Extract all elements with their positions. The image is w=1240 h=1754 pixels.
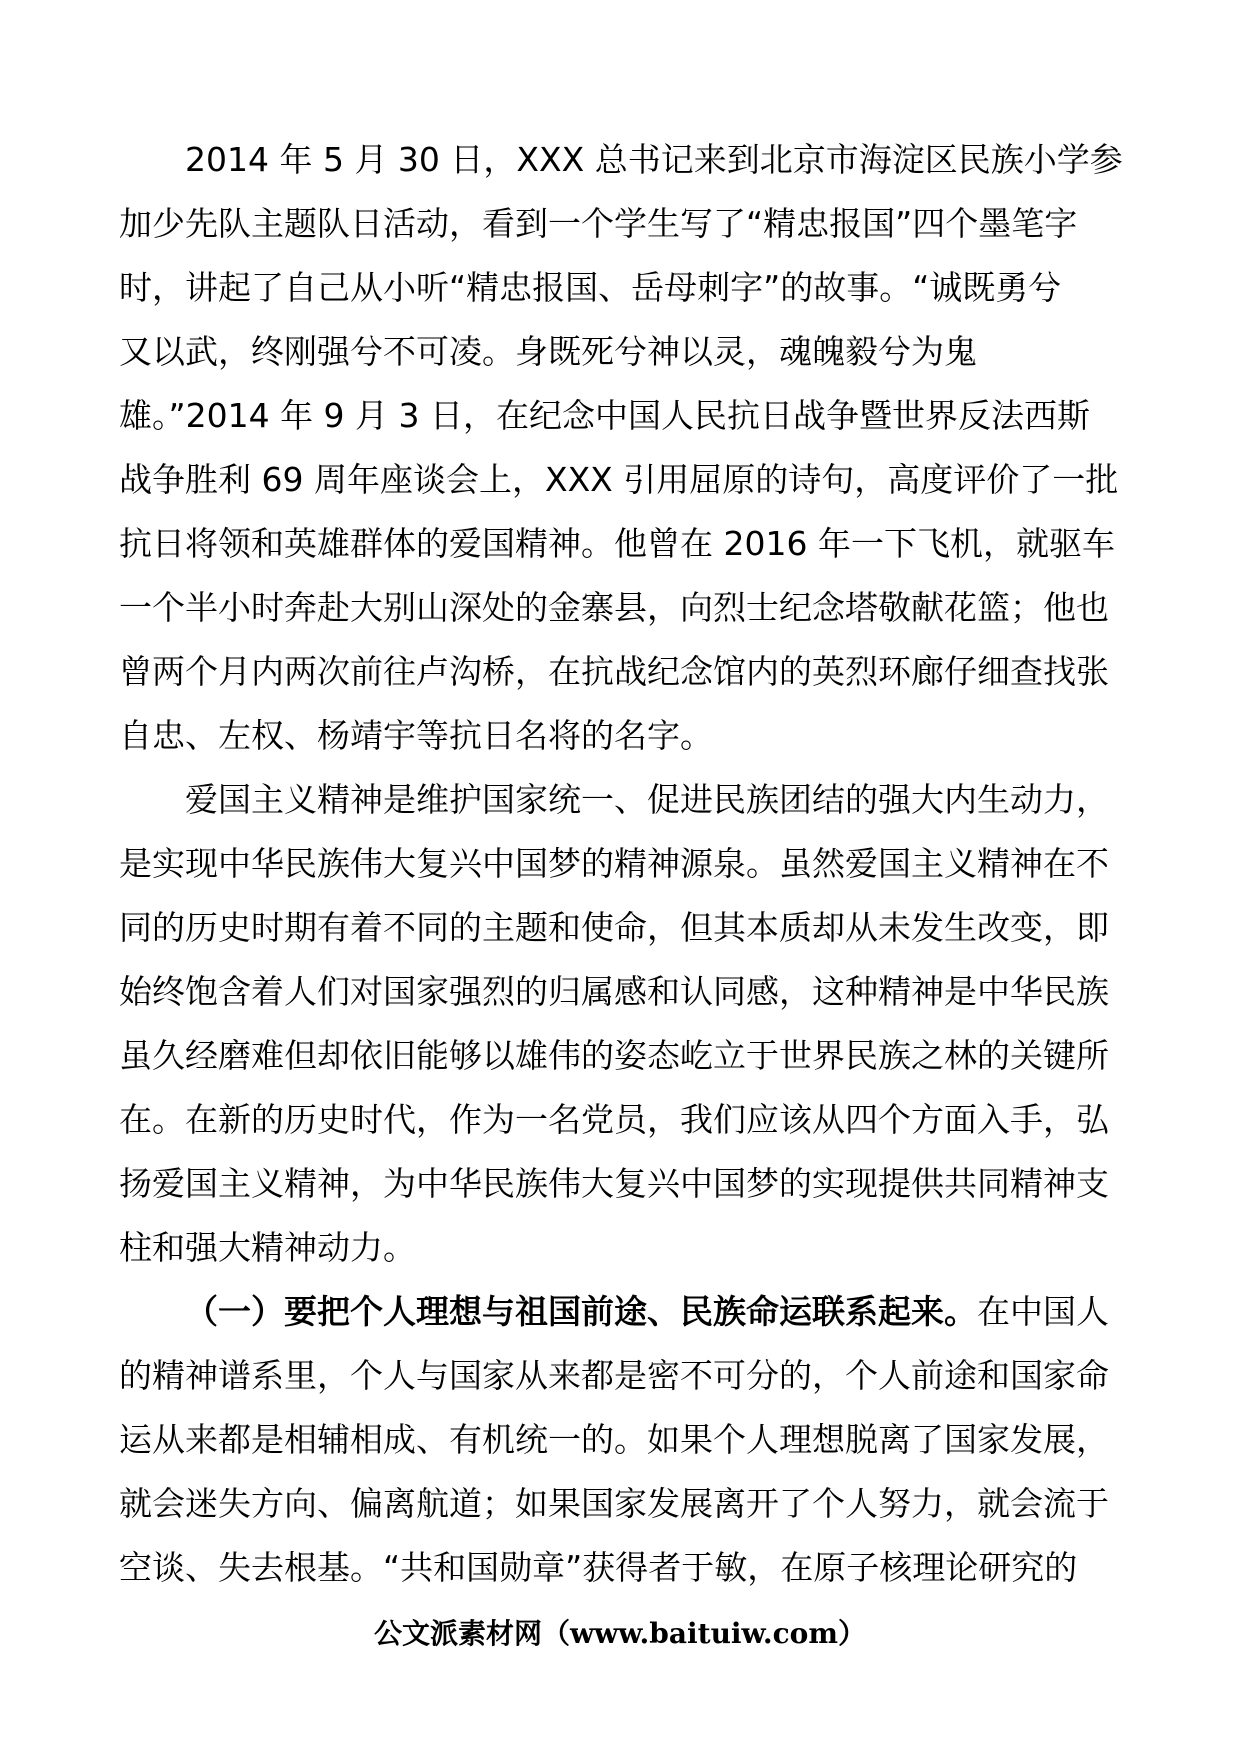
- paragraph-3: [119, 1280, 1119, 1600]
- text-line: 抗日将领和英雄群体的爱国精神。他曾在 2016 年一下飞机，就驱车: [119, 524, 1115, 563]
- text-line: 同的历史时期有着不同的主题和使命，但其本质却从未发生改变，即: [119, 908, 1109, 947]
- text-line: 一个半小时奔赴大别山深处的金寨县，向烈士纪念塔敬献花篮；他也: [119, 588, 1109, 627]
- text-line: 是实现中华民族伟大复兴中国梦的精神源泉。虽然爱国主义精神在不: [119, 844, 1109, 883]
- text-line: 的精神谱系里，个人与国家从来都是密不可分的，个人前途和国家命: [119, 1356, 1109, 1395]
- text-line: 柱和强大精神动力。: [119, 1228, 416, 1267]
- text-span: 在中国人: [977, 1292, 1109, 1331]
- text-line: 自忠、左权、杨靖宇等抗日名将的名字。: [119, 716, 713, 755]
- text-line: 雄。”2014 年 9 月 3 日，在纪念中国人民抗日战争暨世界反法西斯: [119, 396, 1091, 435]
- text-line: 2014 年 5 月 30 日，XXX 总书记来到北京市海淀区民族小学参: [185, 140, 1123, 179]
- text-line: 始终饱含着人们对国家强烈的归属感和认同感，这种精神是中华民族: [119, 972, 1109, 1011]
- text-line: 曾两个月内两次前往卢沟桥，在抗战纪念馆内的英烈环廊仔细查找张: [119, 652, 1109, 691]
- text-line: 加少先队主题队日活动，看到一个学生写了“精忠报国”四个墨笔字: [119, 204, 1078, 243]
- text-line: 又以武，终刚强兮不可凌。身既死兮神以灵，魂魄毅兮为鬼: [119, 332, 977, 371]
- text-line: 扬爱国主义精神，为中华民族伟大复兴中国梦的实现提供共同精神支: [119, 1164, 1109, 1203]
- section-heading: （一）要把个人理想与祖国前途、民族命运联系起来。: [185, 1292, 977, 1331]
- text-line: 在。在新的历史时代，作为一名党员，我们应该从四个方面入手，弘: [119, 1100, 1109, 1139]
- footer-watermark: 公文派素材网（www.baituiw.com）: [374, 1617, 866, 1650]
- text-line: 战争胜利 69 周年座谈会上，XXX 引用屈原的诗句，高度评价了一批: [119, 460, 1119, 499]
- text-line: 时，讲起了自己从小听“精忠报国、岳母刺字”的故事。“诚既勇兮: [119, 268, 1062, 307]
- text-line: 就会迷失方向、偏离航道；如果国家发展离开了个人努力，就会流于: [119, 1484, 1109, 1523]
- text-line: 运从来都是相辅相成、有机统一的。如果个人理想脱离了国家发展，: [119, 1420, 1109, 1459]
- paragraph-2: [119, 768, 1119, 1280]
- paragraph-1: [119, 128, 1123, 768]
- text-line: 空谈、失去根基。“共和国勋章”获得者于敏，在原子核理论研究的: [119, 1548, 1078, 1587]
- text-line: 爱国主义精神是维护国家统一、促进民族团结的强大内生动力，: [185, 780, 1109, 819]
- document-body: [119, 128, 1123, 1600]
- text-line: [119, 1280, 1119, 1344]
- text-line: 虽久经磨难但却依旧能够以雄伟的姿态屹立于世界民族之林的关键所: [119, 1036, 1109, 1075]
